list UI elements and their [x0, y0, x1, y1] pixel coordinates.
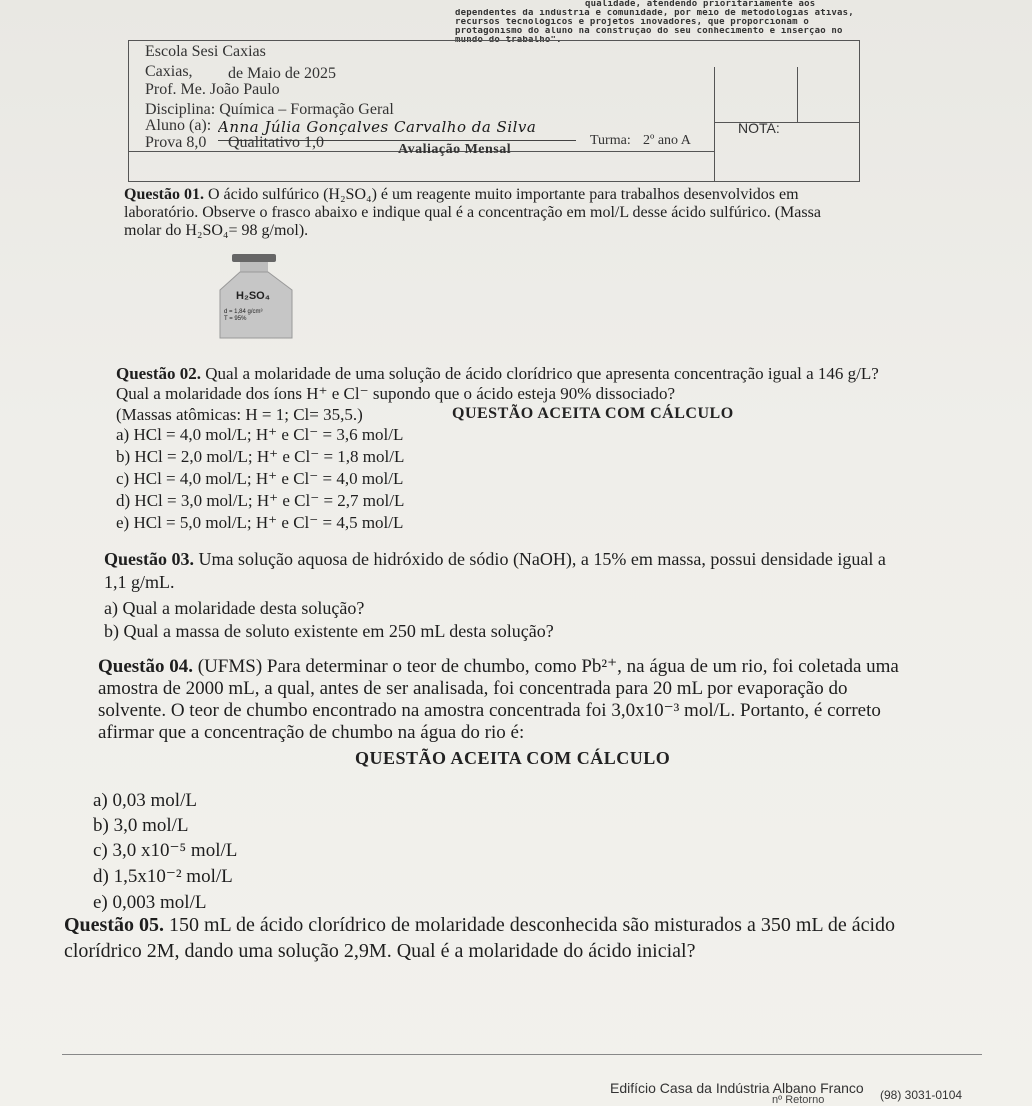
question-4-option-b: b) 3,0 mol/L: [93, 815, 189, 836]
question-2-masses: (Massas atômicas: H = 1; Cl= 35,5.): [116, 405, 363, 424]
question-4: [98, 656, 913, 744]
question-3-number: Questão 03.: [104, 549, 194, 569]
question-2-text: Qual a molaridade de uma solução de ácido clorídrico que apresenta concentração igual a 146 g/L? Qual a molaridade dos íons H⁺ e Cl⁻ supondo que o ácido esteja 90% dissociado?: [116, 364, 879, 403]
question-2-option-d: d) HCl = 3,0 mol/L; H⁺ e Cl⁻ = 2,7 mol/L: [116, 491, 405, 510]
question-3-text: Uma solução aquosa de hidróxido de sódio (NaOH), a 15% em massa, possui densidade igual a 1,1 g/mL.: [104, 549, 886, 592]
grade-box-divider-h: [714, 122, 860, 123]
footer-phone: (98) 3031-0104: [880, 1088, 963, 1102]
school-name: Escola Sesi Caxias: [145, 43, 266, 60]
question-5-number: Questão 05.: [64, 914, 164, 936]
footer-building: Edifício Casa da Indústria Albano Franco: [610, 1080, 864, 1096]
mission-statement: qualidade, atendendo prioritariamente aos dependentes da indústria e comunidade, por meio de metodologias ativas, recursos tecnológicos e projetos inovadores, que proporcionam o protagonismo do aluno na construção do seu conhecimento e inserção no mundo do trabalho".: [455, 0, 854, 45]
grade-box-divider: [797, 67, 798, 123]
bottle-purity: T = 95%: [224, 316, 247, 322]
date-label: de Maio de 2025: [228, 65, 336, 82]
question-2-option-b: b) HCl = 2,0 mol/L; H⁺ e Cl⁻ = 1,8 mol/L: [116, 447, 405, 466]
footer-divider: [62, 1054, 982, 1055]
grade-label: NOTA:: [738, 120, 780, 136]
question-2-option-c: c) HCl = 4,0 mol/L; H⁺ e Cl⁻ = 4,0 mol/L: [116, 469, 404, 488]
class-value: 2º ano A: [643, 133, 691, 148]
question-5-text: 150 mL de ácido clorídrico de molaridade desconhecida são misturados a 350 mL de ácido clorídrico 2M, dando uma solução 2,9M. Qual é a molaridade do ácido inicial?: [64, 914, 896, 962]
question-4-option-c: c) 3,0 x10⁻⁵ mol/L: [93, 840, 238, 861]
question-4-note: QUESTÃO ACEITA COM CÁLCULO: [355, 748, 671, 768]
class-label: Turma:: [590, 133, 631, 148]
evaluation-type: Avaliação Mensal: [398, 142, 512, 157]
question-5: [64, 912, 964, 964]
question-3-item-a: a) Qual a molaridade desta solução?: [104, 598, 365, 618]
city-label: Caxias,: [145, 63, 193, 80]
exam-weight: Prova 8,0: [145, 134, 207, 151]
question-1: [124, 186, 854, 240]
bottle-density: d = 1,84 g/cm³: [224, 309, 263, 315]
sulfuric-acid-bottle: [210, 252, 302, 342]
question-2-option-e: e) HCl = 5,0 mol/L; H⁺ e Cl⁻ = 4,5 mol/L: [116, 513, 404, 532]
question-2-option-a: a) HCl = 4,0 mol/L; H⁺ e Cl⁻ = 3,6 mol/L: [116, 425, 404, 444]
question-3: [104, 548, 904, 594]
question-1-text: O ácido sulfúrico (H₂SO₄) é um reagente muito importante para trabalhos desenvolvidos em laboratório. Observe o frasco abaixo e indique qual é a concentração em mol/L desse ácido sulfúrico. (Massa molar do H₂SO₄= 98 g/mol).: [124, 186, 821, 239]
student-name-handwritten: Anna Júlia Gonçalves Carvalho da Silva: [218, 118, 576, 141]
student-label: Aluno (a):: [145, 117, 212, 134]
question-4-text: (UFMS) Para determinar o teor de chumbo, como Pb²⁺, na água de um rio, foi coletada uma amostra de 2000 mL, a qual, antes de ser analisada, foi concentrada para 20 mL por evaporação do solvente. O teor de chumbo encontrado na amostra concentrada foi 3,0x10⁻³ mol/L. Portanto, é correto afirmar que a concentração de chumbo na água do rio é:: [98, 656, 899, 743]
question-3-item-b: b) Qual a massa de soluto existente em 250 mL desta solução?: [104, 621, 554, 641]
question-4-option-e: e) 0,003 mol/L: [93, 892, 207, 913]
question-4-option-d: d) 1,5x10⁻² mol/L: [93, 866, 233, 887]
professor-name: Prof. Me. João Paulo: [145, 81, 280, 98]
question-2-note: QUESTÃO ACEITA COM CÁLCULO: [452, 405, 734, 422]
discipline-label: Disciplina: Química – Formação Geral: [145, 101, 394, 118]
footer-address: nº Retorno: [772, 1094, 825, 1106]
question-1-number: Questão 01.: [124, 186, 204, 203]
qualitative-weight: Qualitativo 1,0: [228, 134, 324, 151]
bottle-formula: H₂SO₄: [236, 290, 270, 302]
question-4-number: Questão 04.: [98, 656, 193, 677]
grade-box: [714, 67, 861, 182]
question-4-option-a: a) 0,03 mol/L: [93, 790, 197, 811]
question-2-number: Questão 02.: [116, 364, 201, 383]
question-2: [116, 364, 881, 404]
